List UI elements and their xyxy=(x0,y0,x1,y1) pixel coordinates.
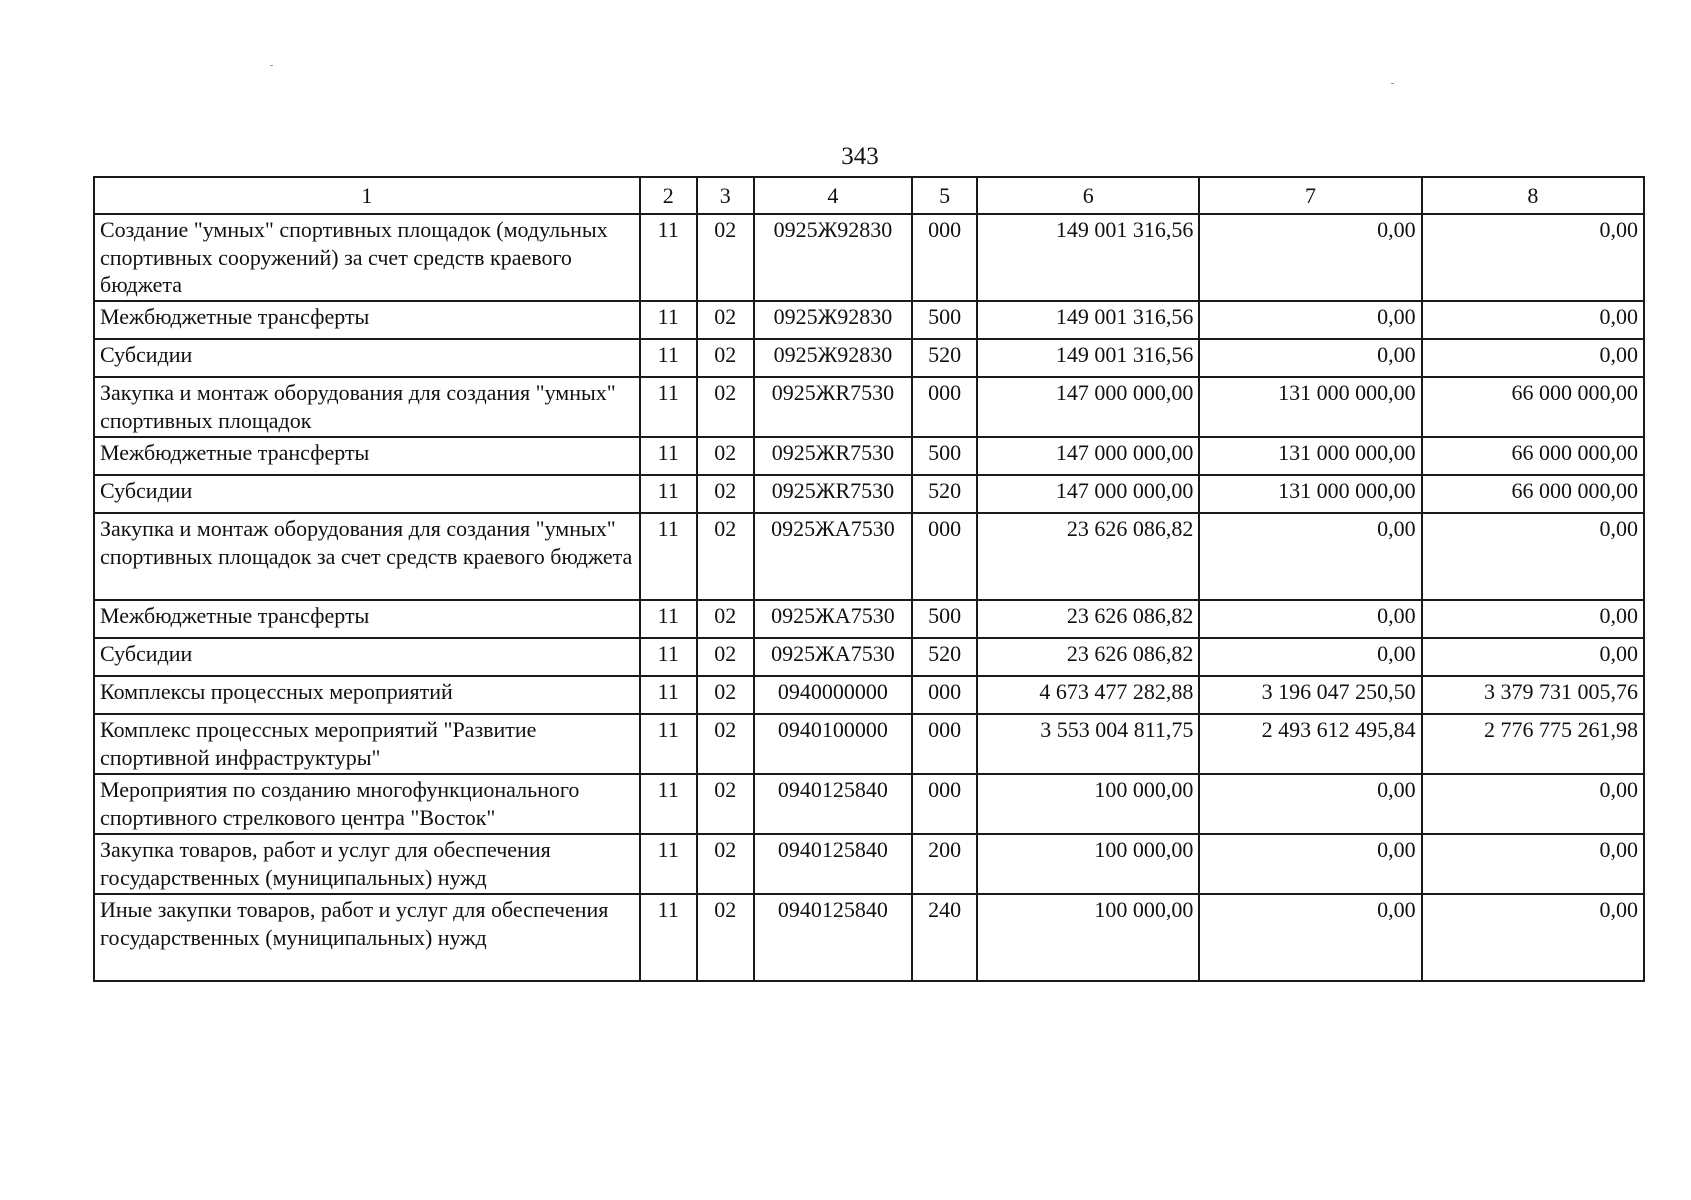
amount-col-6: 100 000,00 xyxy=(977,834,1199,894)
expense-type-code: 500 xyxy=(912,301,977,339)
expense-type-code: 000 xyxy=(912,513,977,600)
amount-col-8: 66 000 000,00 xyxy=(1422,437,1644,475)
amount-col-6: 149 001 316,56 xyxy=(977,214,1199,301)
amount-col-6: 3 553 004 811,75 xyxy=(977,714,1199,774)
subsection-code: 02 xyxy=(697,676,754,714)
section-code: 11 xyxy=(640,301,697,339)
section-code: 11 xyxy=(640,475,697,513)
target-article-code: 0940125840 xyxy=(754,834,912,894)
amount-col-7: 0,00 xyxy=(1199,600,1421,638)
amount-col-8: 0,00 xyxy=(1422,834,1644,894)
item-name: Межбюджетные трансферты xyxy=(94,437,640,475)
subsection-code: 02 xyxy=(697,638,754,676)
expense-type-code: 000 xyxy=(912,214,977,301)
amount-col-7: 0,00 xyxy=(1199,301,1421,339)
amount-col-6: 147 000 000,00 xyxy=(977,437,1199,475)
amount-col-7: 0,00 xyxy=(1199,774,1421,834)
subsection-code: 02 xyxy=(697,834,754,894)
section-code: 11 xyxy=(640,894,697,981)
amount-col-7: 0,00 xyxy=(1199,638,1421,676)
table-row xyxy=(94,377,1644,437)
table-row xyxy=(94,638,1644,676)
amount-col-7: 0,00 xyxy=(1199,214,1421,301)
expense-type-code: 000 xyxy=(912,774,977,834)
section-code: 11 xyxy=(640,513,697,600)
table-row xyxy=(94,475,1644,513)
item-name: Субсидии xyxy=(94,638,640,676)
subsection-code: 02 xyxy=(697,301,754,339)
item-name: Закупка и монтаж оборудования для создания "умных" спортивных площадок xyxy=(94,377,640,437)
section-code: 11 xyxy=(640,600,697,638)
amount-col-7: 131 000 000,00 xyxy=(1199,437,1421,475)
scan-speck xyxy=(270,65,273,66)
expense-type-code: 520 xyxy=(912,339,977,377)
amount-col-8: 0,00 xyxy=(1422,774,1644,834)
table-row xyxy=(94,834,1644,894)
item-name: Субсидии xyxy=(94,475,640,513)
item-name: Мероприятия по созданию многофункционального спортивного стрелкового центра "Восток" xyxy=(94,774,640,834)
subsection-code: 02 xyxy=(697,513,754,600)
table-row xyxy=(94,214,1644,301)
amount-col-6: 100 000,00 xyxy=(977,774,1199,834)
item-name: Комплексы процессных мероприятий xyxy=(94,676,640,714)
section-code: 11 xyxy=(640,714,697,774)
target-article-code: 0925ЖА7530 xyxy=(754,513,912,600)
expense-type-code: 500 xyxy=(912,600,977,638)
table-row xyxy=(94,714,1644,774)
amount-col-7: 0,00 xyxy=(1199,339,1421,377)
subsection-code: 02 xyxy=(697,600,754,638)
target-article-code: 0925ЖR7530 xyxy=(754,437,912,475)
table-row xyxy=(94,676,1644,714)
item-name: Закупка товаров, работ и услуг для обеспечения государственных (муниципальных) нужд xyxy=(94,834,640,894)
amount-col-8: 2 776 775 261,98 xyxy=(1422,714,1644,774)
amount-col-7: 3 196 047 250,50 xyxy=(1199,676,1421,714)
amount-col-8: 0,00 xyxy=(1422,894,1644,981)
section-code: 11 xyxy=(640,377,697,437)
target-article-code: 0925Ж92830 xyxy=(754,301,912,339)
amount-col-6: 100 000,00 xyxy=(977,894,1199,981)
column-header: 4 xyxy=(754,177,912,214)
item-name: Комплекс процессных мероприятий "Развитие спортивной инфраструктуры" xyxy=(94,714,640,774)
column-header: 2 xyxy=(640,177,697,214)
target-article-code: 0925ЖА7530 xyxy=(754,600,912,638)
column-header: 8 xyxy=(1422,177,1644,214)
expense-type-code: 240 xyxy=(912,894,977,981)
table-row xyxy=(94,513,1644,600)
amount-col-6: 4 673 477 282,88 xyxy=(977,676,1199,714)
amount-col-7: 2 493 612 495,84 xyxy=(1199,714,1421,774)
header-row xyxy=(94,177,1644,214)
section-code: 11 xyxy=(640,834,697,894)
expense-type-code: 520 xyxy=(912,475,977,513)
amount-col-7: 0,00 xyxy=(1199,513,1421,600)
subsection-code: 02 xyxy=(697,894,754,981)
amount-col-8: 0,00 xyxy=(1422,214,1644,301)
amount-col-6: 147 000 000,00 xyxy=(977,377,1199,437)
amount-col-8: 66 000 000,00 xyxy=(1422,377,1644,437)
amount-col-6: 149 001 316,56 xyxy=(977,301,1199,339)
item-name: Межбюджетные трансферты xyxy=(94,600,640,638)
table-body xyxy=(94,214,1644,981)
section-code: 11 xyxy=(640,214,697,301)
amount-col-8: 0,00 xyxy=(1422,339,1644,377)
item-name: Субсидии xyxy=(94,339,640,377)
scan-speck xyxy=(1391,83,1394,84)
target-article-code: 0940125840 xyxy=(754,894,912,981)
amount-col-6: 23 626 086,82 xyxy=(977,600,1199,638)
amount-col-8: 0,00 xyxy=(1422,600,1644,638)
amount-col-7: 131 000 000,00 xyxy=(1199,475,1421,513)
target-article-code: 0925ЖА7530 xyxy=(754,638,912,676)
column-header: 7 xyxy=(1199,177,1421,214)
table-row xyxy=(94,437,1644,475)
target-article-code: 0925Ж92830 xyxy=(754,339,912,377)
page-number: 343 xyxy=(841,143,879,170)
subsection-code: 02 xyxy=(697,377,754,437)
item-name: Иные закупки товаров, работ и услуг для обеспечения государственных (муниципальных) нужд xyxy=(94,894,640,981)
subsection-code: 02 xyxy=(697,774,754,834)
expense-type-code: 520 xyxy=(912,638,977,676)
subsection-code: 02 xyxy=(697,437,754,475)
expense-type-code: 500 xyxy=(912,437,977,475)
amount-col-6: 23 626 086,82 xyxy=(977,513,1199,600)
table-row xyxy=(94,301,1644,339)
item-name: Создание "умных" спортивных площадок (модульных спортивных сооружений) за счет средств краевого бюджета xyxy=(94,214,640,301)
amount-col-8: 0,00 xyxy=(1422,301,1644,339)
column-header: 1 xyxy=(94,177,640,214)
item-name: Закупка и монтаж оборудования для создания "умных" спортивных площадок за счет средств краевого бюджета xyxy=(94,513,640,600)
expense-type-code: 000 xyxy=(912,714,977,774)
amount-col-6: 23 626 086,82 xyxy=(977,638,1199,676)
target-article-code: 0925ЖR7530 xyxy=(754,475,912,513)
amount-col-7: 0,00 xyxy=(1199,894,1421,981)
subsection-code: 02 xyxy=(697,714,754,774)
expense-type-code: 000 xyxy=(912,676,977,714)
amount-col-6: 149 001 316,56 xyxy=(977,339,1199,377)
amount-col-7: 131 000 000,00 xyxy=(1199,377,1421,437)
column-header: 3 xyxy=(697,177,754,214)
target-article-code: 0940125840 xyxy=(754,774,912,834)
expense-type-code: 200 xyxy=(912,834,977,894)
subsection-code: 02 xyxy=(697,475,754,513)
target-article-code: 0925Ж92830 xyxy=(754,214,912,301)
column-header: 6 xyxy=(977,177,1199,214)
section-code: 11 xyxy=(640,437,697,475)
subsection-code: 02 xyxy=(697,214,754,301)
table-row xyxy=(94,774,1644,834)
amount-col-6: 147 000 000,00 xyxy=(977,475,1199,513)
item-name: Межбюджетные трансферты xyxy=(94,301,640,339)
amount-col-8: 3 379 731 005,76 xyxy=(1422,676,1644,714)
target-article-code: 0940100000 xyxy=(754,714,912,774)
subsection-code: 02 xyxy=(697,339,754,377)
amount-col-8: 0,00 xyxy=(1422,513,1644,600)
budget-table xyxy=(93,176,1645,982)
table-row xyxy=(94,600,1644,638)
table-row xyxy=(94,339,1644,377)
target-article-code: 0925ЖR7530 xyxy=(754,377,912,437)
table-row xyxy=(94,894,1644,981)
column-header: 5 xyxy=(912,177,977,214)
amount-col-8: 66 000 000,00 xyxy=(1422,475,1644,513)
section-code: 11 xyxy=(640,638,697,676)
amount-col-7: 0,00 xyxy=(1199,834,1421,894)
section-code: 11 xyxy=(640,774,697,834)
target-article-code: 0940000000 xyxy=(754,676,912,714)
expense-type-code: 000 xyxy=(912,377,977,437)
section-code: 11 xyxy=(640,339,697,377)
amount-col-8: 0,00 xyxy=(1422,638,1644,676)
section-code: 11 xyxy=(640,676,697,714)
